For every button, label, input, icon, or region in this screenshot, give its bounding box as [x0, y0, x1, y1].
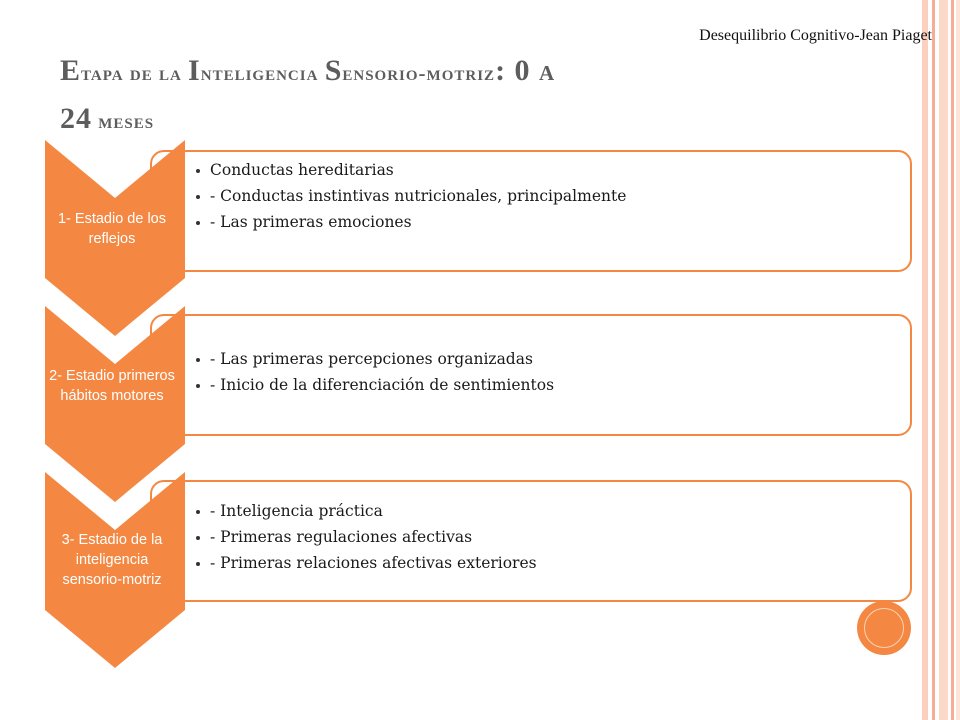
decorative-circle — [857, 601, 911, 655]
list-item: - Primeras regulaciones afectivas — [196, 524, 900, 550]
list-item: - Las primeras percepciones organizadas — [196, 346, 900, 372]
stage-1-list — [196, 157, 900, 235]
stage-1-box — [150, 150, 912, 272]
decorative-circle-ring — [864, 608, 904, 648]
stage-3-box — [150, 480, 912, 602]
stage-3-label: 3- Estadio de la inteligencia sensorio-motriz — [61, 532, 163, 588]
list-item: - Inicio de la diferenciación de sentimientos — [196, 372, 900, 398]
header-note: Desequilibrio Cognitivo-Jean Piaget — [699, 27, 932, 44]
stage-3-list — [196, 498, 900, 576]
list-item: - Las primeras emociones — [196, 209, 900, 235]
stage-2-label: 2- Estadio primeros hábitos motores — [49, 368, 175, 404]
slide-title: Etapa de la Inteligencia Sensorio-motriz: 0 a 24 meses — [60, 54, 556, 135]
stage-2-box — [150, 314, 912, 436]
list-item: Conductas hereditarias — [196, 157, 900, 183]
stage-2-list — [196, 346, 900, 398]
list-item: - Conductas instintivas nutricionales, principalmente — [196, 183, 900, 209]
list-item: - Inteligencia práctica — [196, 498, 900, 524]
stage-3 — [0, 472, 960, 672]
stage-1-label: 1- Estadio de los reflejos — [57, 211, 166, 247]
list-item: - Primeras relaciones afectivas exteriores — [196, 550, 900, 576]
